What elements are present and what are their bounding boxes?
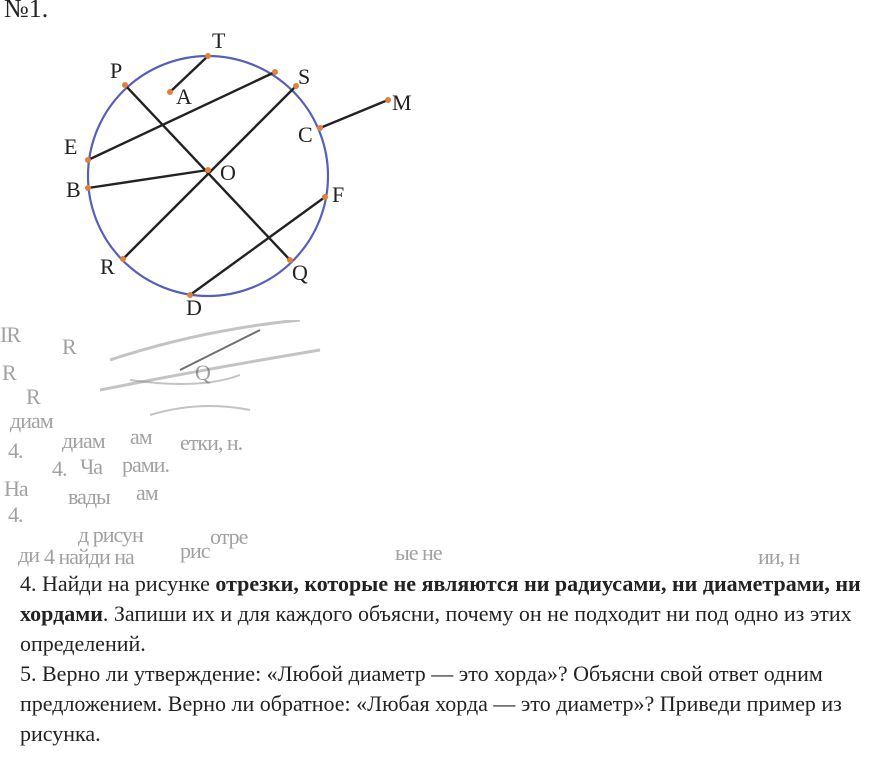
label-d: D: [186, 295, 202, 320]
artifact-text: ам: [130, 424, 152, 449]
artifact-text: Q: [195, 360, 210, 385]
label-o: O: [220, 160, 236, 185]
artifact-text: IR: [0, 322, 20, 347]
label-q: Q: [292, 260, 308, 285]
artifact-text: R: [62, 334, 76, 359]
artifact-text: R: [2, 360, 16, 385]
artifact-strokes: [0, 320, 882, 440]
segment-bo: [88, 170, 208, 188]
task-4-suffix: . Запиши их и для каждого объясни, почему он не подходит ни под одно из этих определений.: [20, 601, 852, 656]
label-b: B: [66, 177, 81, 202]
artifact-text: На: [4, 476, 28, 501]
artifact-text: Ча: [80, 454, 103, 479]
label-a: A: [176, 84, 192, 109]
artifact-text: 4 найди на: [44, 544, 134, 569]
artifact-text: 4.: [8, 438, 23, 463]
segment-cm: [320, 100, 388, 128]
task-5: 5. Верно ли утверждение: «Любой диаметр — это хорда»? Объясни свой ответ одним предложением. Верно ли обратное: «Любая хорда — это диаметр»? Приведи пример из рисунка.: [20, 661, 842, 746]
artifact-text: ии, н: [758, 544, 800, 569]
label-f: F: [332, 182, 345, 207]
page-number: №1.: [4, 0, 49, 23]
label-p: P: [110, 58, 123, 83]
scan-artifacts: [0, 320, 882, 575]
artifact-text: ам: [136, 480, 158, 505]
artifact-text: отре: [210, 524, 248, 549]
label-s: S: [298, 64, 311, 89]
artifact-text: етки, н.: [180, 430, 243, 455]
task-list: [20, 569, 876, 749]
artifact-text: R: [26, 384, 40, 409]
artifact-text: рами.: [122, 452, 169, 477]
label-t: T: [212, 28, 226, 53]
task-4-emphasis: отрезки, которые не являются ни радиусами, ни диаметрами, ни хордами: [20, 571, 861, 626]
artifact-text: диам: [10, 408, 53, 433]
label-m: M: [392, 90, 412, 115]
artifact-text: ые не: [395, 540, 442, 565]
artifact-text: 4.: [52, 456, 67, 481]
artifact-text: рис: [180, 538, 210, 563]
label-e: E: [64, 134, 78, 159]
task-4: [20, 569, 876, 659]
circle-figure: [0, 0, 882, 330]
task-4-prefix: 4. Найди на рисунке: [20, 571, 216, 596]
artifact-text: диам: [62, 428, 105, 453]
label-c: C: [298, 122, 313, 147]
artifact-text: ди: [18, 542, 39, 567]
label-r: R: [100, 254, 115, 279]
artifact-text: д рисун: [78, 522, 143, 547]
artifact-text: вады: [68, 484, 110, 509]
artifact-text: 4.: [8, 502, 23, 527]
